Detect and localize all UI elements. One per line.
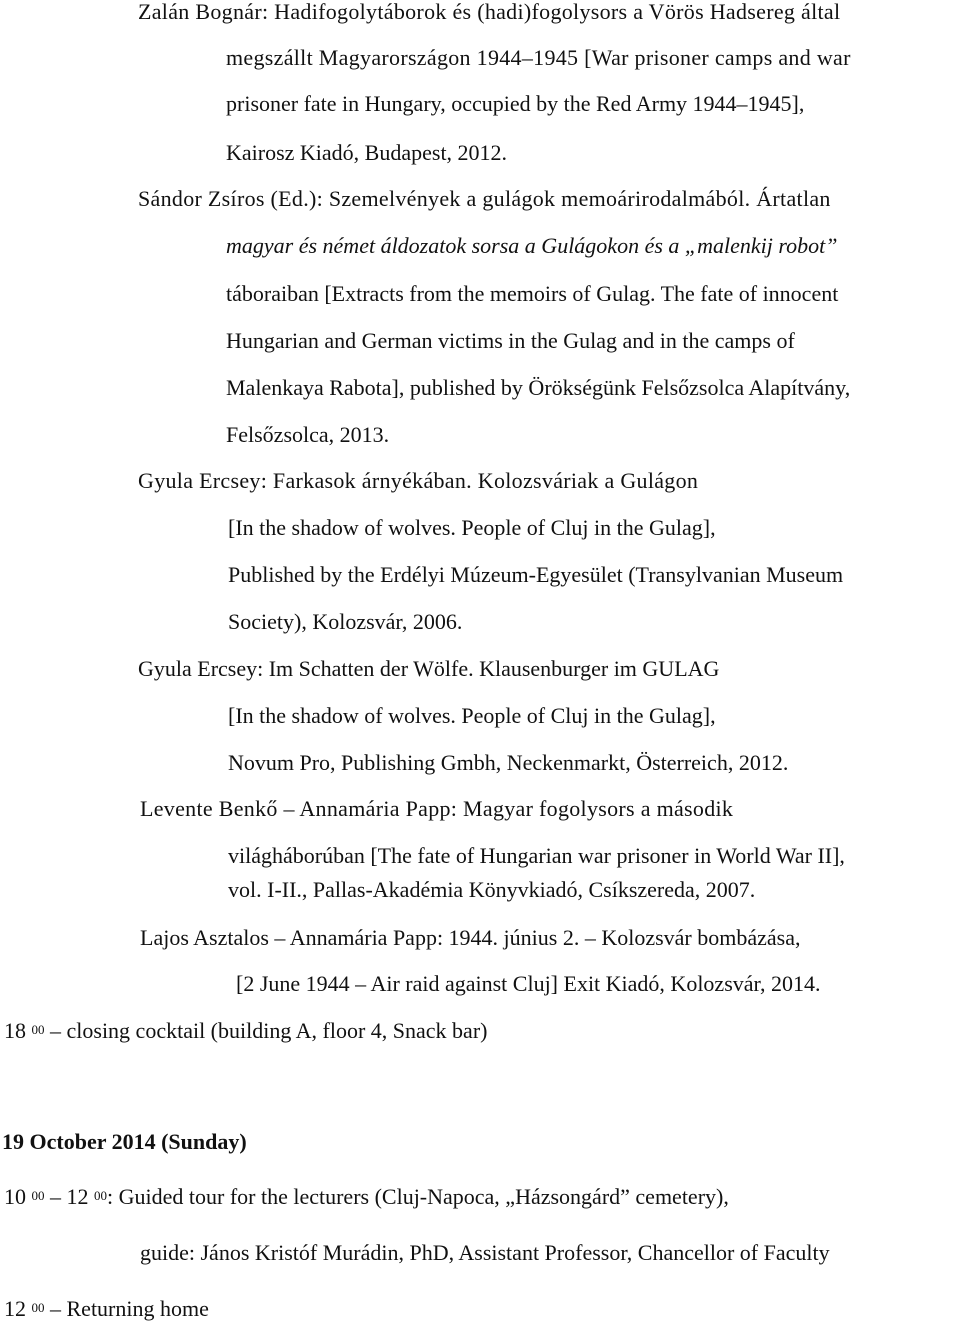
ref-bognar-line-3: prisoner fate in Hungary, occupied by the Red Army 1944–1945], <box>226 91 805 116</box>
tour-description: : Guided tour for the lecturers (Cluj-Napoca, „Házsongárd” cemetery), <box>107 1184 729 1209</box>
closing-cocktail-item <box>4 1018 487 1047</box>
day-heading: 19 October 2014 (Sunday) <box>2 1129 247 1154</box>
guided-tour-item <box>4 1184 729 1213</box>
tour-end-hour: 12 <box>66 1184 89 1209</box>
tour-guide: guide: János Kristóf Murádin, PhD, Assistant Professor, Chancellor of Faculty <box>140 1240 830 1265</box>
ref-asztalos-line-2: [2 June 1944 – Air raid against Cluj] Exit Kiadó, Kolozsvár, 2014. <box>236 971 821 996</box>
cocktail-minutes: 00 <box>31 1022 45 1037</box>
ref-bognar-line-4: Kairosz Kiadó, Budapest, 2012. <box>226 140 508 165</box>
ref-ercsey-de-line-2: [In the shadow of wolves. People of Cluj in the Gulag], <box>228 703 716 728</box>
tour-end-minutes: 00 <box>94 1188 107 1203</box>
ref-bognar-line-1: Zalán Bognár: Hadifogolytáborok és (hadi)fogolysors a Vörös Hadsereg által <box>138 0 841 24</box>
ref-ercsey-hu-line-3: Published by the Erdélyi Múzeum-Egyesület (Transylvanian Museum <box>228 562 844 587</box>
ref-benko-line-3: vol. I-II., Pallas-Akadémia Könyvkiadó, Csíkszereda, 2007. <box>228 877 756 902</box>
ref-asztalos-line-1: Lajos Asztalos – Annamária Papp: 1944. június 2. – Kolozsvár bombázása, <box>140 925 801 950</box>
ref-benko-line-1: Levente Benkő – Annamária Papp: Magyar fogolysors a második <box>140 796 734 821</box>
tour-start-minutes: 00 <box>31 1188 45 1203</box>
ref-bognar-line-2: megszállt Magyarországon 1944–1945 [War prisoner camps and war <box>226 45 851 70</box>
return-description: – Returning home <box>50 1296 209 1321</box>
tour-dash: – <box>50 1184 61 1209</box>
ref-zsiros-line-2: magyar és német áldozatok sorsa a Gulágokon és a „malenkij robot” <box>226 233 838 258</box>
ref-ercsey-de-line-3: Novum Pro, Publishing Gmbh, Neckenmarkt, Österreich, 2012. <box>228 750 789 775</box>
ref-zsiros-line-5: Malenkaya Rabota], published by Örökségünk Felsőzsolca Alapítvány, <box>226 375 851 400</box>
ref-benko-line-2: világháborúban [The fate of Hungarian war prisoner in World War II], <box>228 843 845 868</box>
returning-home-item <box>4 1296 209 1325</box>
cocktail-hour: 18 <box>4 1018 26 1043</box>
ref-ercsey-hu-line-4: Society), Kolozsvár, 2006. <box>228 609 463 634</box>
tour-start-hour: 10 <box>4 1184 26 1209</box>
return-minutes: 00 <box>31 1300 45 1315</box>
ref-zsiros-line-3: táboraiban [Extracts from the memoirs of Gulag. The fate of innocent <box>226 281 839 306</box>
ref-zsiros-line-4: Hungarian and German victims in the Gulag and in the camps of <box>226 328 795 353</box>
ref-zsiros-line-1: Sándor Zsíros (Ed.): Szemelvények a gulágok memoárirodalmából. Ártatlan <box>138 186 831 211</box>
ref-ercsey-hu-line-2: [In the shadow of wolves. People of Cluj in the Gulag], <box>228 515 716 540</box>
ref-ercsey-de-line-1: Gyula Ercsey: Im Schatten der Wölfe. Klausenburger im GULAG <box>138 656 720 681</box>
ref-zsiros-line-6: Felsőzsolca, 2013. <box>226 422 390 447</box>
ref-ercsey-hu-line-1: Gyula Ercsey: Farkasok árnyékában. Kolozsváriak a Gulágon <box>138 468 699 493</box>
return-hour: 12 <box>4 1296 26 1321</box>
cocktail-description: – closing cocktail (building A, floor 4, Snack bar) <box>50 1018 488 1043</box>
